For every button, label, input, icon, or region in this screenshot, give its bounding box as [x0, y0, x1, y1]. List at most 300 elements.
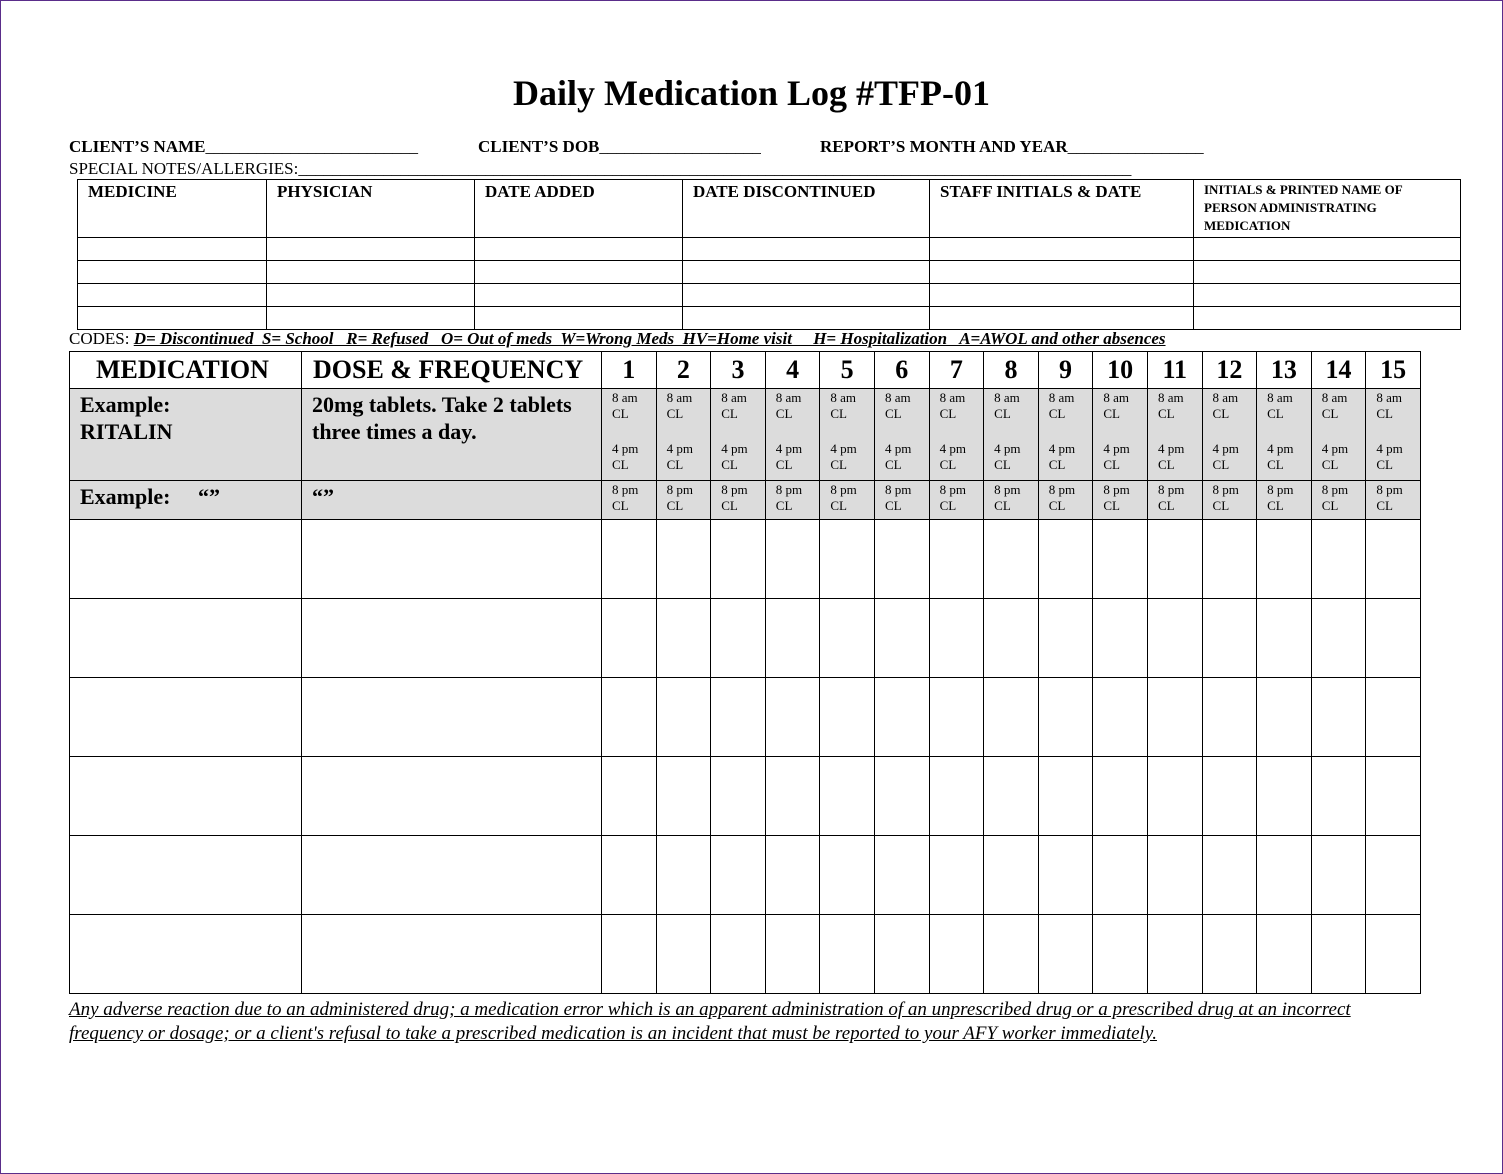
day-header-4: 4	[765, 352, 820, 389]
report-month-year-label: REPORT’S MONTH AND YEAR	[820, 137, 1068, 156]
day-header-14: 14	[1311, 352, 1366, 389]
slot-initials: CL	[1267, 457, 1284, 472]
example2-day-14	[1311, 481, 1366, 520]
dose-slot	[766, 389, 820, 473]
cell[interactable]	[267, 307, 475, 330]
slot-initials: CL	[884, 498, 902, 513]
day-cell-2[interactable]	[656, 520, 711, 599]
medication-entry-row	[70, 678, 1421, 757]
slot-initials: CL	[775, 457, 793, 472]
slot-initials: CL	[666, 457, 684, 472]
example-row-ritalin	[70, 389, 1421, 481]
slot-initials: CL	[1321, 457, 1339, 472]
day-cell-10[interactable]	[1093, 599, 1148, 678]
slot-time: 8 pm	[939, 482, 966, 497]
day-cell-13[interactable]	[1257, 757, 1312, 836]
dose-slot	[766, 481, 820, 514]
example1-label: Example:	[80, 392, 171, 417]
day-header-11: 11	[1147, 352, 1202, 389]
dose-slot	[820, 389, 874, 473]
slot-time: 8 pm	[1048, 482, 1076, 497]
medication-list-row	[78, 307, 1461, 330]
cell[interactable]	[475, 261, 683, 284]
day-cell-8[interactable]	[984, 836, 1039, 915]
day-header-9: 9	[1038, 352, 1093, 389]
slot-time: 8 am	[1212, 390, 1239, 405]
slot-initials: CL	[1212, 457, 1230, 472]
day-cell-6[interactable]	[874, 836, 929, 915]
example1-day-6	[874, 389, 929, 481]
slot-time: 4 pm	[1157, 441, 1185, 456]
day-cell-6[interactable]	[874, 599, 929, 678]
cell[interactable]	[930, 261, 1194, 284]
client-dob-line[interactable]: ___________________	[599, 137, 761, 156]
day-cell-4[interactable]	[765, 836, 820, 915]
medication-cell[interactable]	[70, 599, 302, 678]
day-cell-7[interactable]	[929, 520, 984, 599]
slot-initials: CL	[939, 457, 957, 472]
slot-time: 8 pm	[612, 482, 639, 497]
cell[interactable]	[1194, 307, 1461, 330]
dose-slot	[1039, 389, 1093, 473]
dose-slot	[1257, 389, 1311, 473]
slot-time: 8 am	[1321, 390, 1348, 405]
dose-cell[interactable]	[302, 915, 602, 994]
day-cell-4[interactable]	[765, 520, 820, 599]
dose-slot	[1203, 481, 1257, 514]
slot-time: 8 am	[612, 390, 638, 405]
slot-time: 4 pm	[1103, 441, 1130, 456]
slot-time: 8 am	[721, 390, 747, 405]
slot-time: 8 pm	[884, 482, 912, 497]
slot-initials: CL	[612, 498, 629, 513]
day-cell-15[interactable]	[1366, 757, 1421, 836]
day-cell-2[interactable]	[656, 836, 711, 915]
slot-time: 4 pm	[666, 441, 693, 456]
dose-cell[interactable]	[302, 678, 602, 757]
day-header-2: 2	[656, 352, 711, 389]
example2-day-10	[1093, 481, 1148, 520]
slot-initials: CL	[1157, 406, 1175, 421]
example2-day-15	[1366, 481, 1421, 520]
codes-text: D= Discontinued S= School R= Refused O= Out of meds W=Wrong Meds HV=Home visit H= Hospitalization A=AWOL and other absences	[133, 329, 1166, 348]
day-cell-10[interactable]	[1093, 836, 1148, 915]
dose-slot	[1312, 389, 1366, 473]
example1-day-15	[1366, 389, 1421, 481]
day-cell-3[interactable]	[711, 599, 766, 678]
client-name-field	[69, 137, 418, 157]
medication-list-row	[78, 261, 1461, 284]
cell[interactable]	[267, 238, 475, 261]
codes-legend	[69, 329, 1166, 349]
day-cell-4[interactable]	[765, 915, 820, 994]
slot-time: 8 am	[830, 390, 857, 405]
slot-initials: CL	[1321, 498, 1339, 513]
day-cell-14[interactable]	[1311, 915, 1366, 994]
slot-initials: CL	[775, 498, 793, 513]
cell[interactable]	[475, 307, 683, 330]
day-cell-14[interactable]	[1311, 520, 1366, 599]
slot-initials: CL	[939, 498, 957, 513]
day-cell-5[interactable]	[820, 915, 875, 994]
day-cell-1[interactable]	[602, 915, 657, 994]
slot-time: 8 am	[1103, 390, 1129, 405]
slot-time: 8 pm	[1376, 482, 1403, 497]
slot-initials: CL	[1267, 498, 1284, 513]
slot-time: 8 am	[1376, 390, 1402, 405]
medication-cell[interactable]	[70, 678, 302, 757]
slot-time: 8 am	[1267, 390, 1293, 405]
slot-initials: CL	[884, 457, 902, 472]
example2-day-13	[1257, 481, 1312, 520]
day-cell-13[interactable]	[1257, 836, 1312, 915]
example1-dose: 20mg tablets. Take 2 tablets three times a day.	[302, 389, 602, 481]
dose-slot	[711, 481, 765, 514]
day-cell-14[interactable]	[1311, 599, 1366, 678]
day-cell-6[interactable]	[874, 915, 929, 994]
example2-day-12	[1202, 481, 1257, 520]
dose-slot	[602, 389, 656, 473]
cell[interactable]	[78, 284, 267, 307]
day-cell-2[interactable]	[656, 757, 711, 836]
day-cell-6[interactable]	[874, 757, 929, 836]
cell[interactable]	[683, 238, 930, 261]
day-cell-1[interactable]	[602, 678, 657, 757]
slot-time: 8 pm	[830, 482, 857, 497]
dose-slot	[820, 481, 874, 514]
day-cell-7[interactable]	[929, 678, 984, 757]
dose-slot	[1093, 389, 1147, 473]
slot-initials: CL	[721, 406, 738, 421]
slot-initials: CL	[775, 406, 793, 421]
slot-initials: CL	[721, 498, 738, 513]
example1-day-4	[765, 389, 820, 481]
day-cell-6[interactable]	[874, 678, 929, 757]
slot-initials: CL	[612, 457, 629, 472]
cell[interactable]	[475, 284, 683, 307]
day-header-7: 7	[929, 352, 984, 389]
slot-initials: CL	[830, 498, 847, 513]
day-cell-8[interactable]	[984, 520, 1039, 599]
example1-day-13	[1257, 389, 1312, 481]
slot-time: 8 am	[939, 390, 966, 405]
day-cell-9[interactable]	[1038, 915, 1093, 994]
daily-log-table	[69, 351, 1421, 994]
example2-day-8	[984, 481, 1039, 520]
day-cell-8[interactable]	[984, 757, 1039, 836]
slot-time: 8 am	[1048, 390, 1075, 405]
medication-list-row	[78, 284, 1461, 307]
header-date-discontinued: DATE DISCONTINUED	[683, 180, 930, 238]
slot-time: 8 pm	[994, 482, 1021, 497]
medication-cell[interactable]	[70, 757, 302, 836]
day-cell-4[interactable]	[765, 599, 820, 678]
cell[interactable]	[683, 261, 930, 284]
day-cell-8[interactable]	[984, 599, 1039, 678]
example1-day-2	[656, 389, 711, 481]
day-cell-12[interactable]	[1202, 520, 1257, 599]
example2-day-2	[656, 481, 711, 520]
day-cell-9[interactable]	[1038, 836, 1093, 915]
day-header-1: 1	[602, 352, 657, 389]
slot-time: 8 pm	[1321, 482, 1349, 497]
medication-list-row	[78, 238, 1461, 261]
slot-time: 4 pm	[612, 441, 639, 456]
day-cell-12[interactable]	[1202, 915, 1257, 994]
medication-list-table	[77, 179, 1461, 330]
day-cell-3[interactable]	[711, 915, 766, 994]
cell[interactable]	[1194, 238, 1461, 261]
cell[interactable]	[267, 261, 475, 284]
day-cell-5[interactable]	[820, 678, 875, 757]
report-month-year-line[interactable]: ________________	[1067, 137, 1204, 156]
example2-day-1	[602, 481, 657, 520]
day-cell-7[interactable]	[929, 757, 984, 836]
slot-initials: CL	[884, 406, 902, 421]
dose-slot	[1148, 389, 1202, 473]
day-cell-11[interactable]	[1147, 836, 1202, 915]
slot-time: 8 pm	[721, 482, 748, 497]
medication-cell[interactable]	[70, 836, 302, 915]
day-header-15: 15	[1366, 352, 1421, 389]
cell[interactable]	[683, 307, 930, 330]
example2-dose: “”	[302, 481, 602, 520]
cell[interactable]	[78, 261, 267, 284]
day-cell-15[interactable]	[1366, 678, 1421, 757]
slot-time: 8 am	[666, 390, 693, 405]
slot-initials: CL	[1376, 457, 1393, 472]
slot-time: 4 pm	[1048, 441, 1076, 456]
medication-cell[interactable]	[70, 915, 302, 994]
day-cell-9[interactable]	[1038, 520, 1093, 599]
cell[interactable]	[78, 307, 267, 330]
example1-day-5	[820, 389, 875, 481]
day-cell-7[interactable]	[929, 599, 984, 678]
day-cell-1[interactable]	[602, 599, 657, 678]
dose-cell[interactable]	[302, 757, 602, 836]
day-header-6: 6	[874, 352, 929, 389]
slot-time: 8 pm	[1212, 482, 1239, 497]
example1-day-3	[711, 389, 766, 481]
day-cell-5[interactable]	[820, 757, 875, 836]
slot-initials: CL	[1103, 457, 1120, 472]
dose-slot	[711, 389, 765, 473]
slot-time: 8 pm	[1267, 482, 1294, 497]
example2-day-5	[820, 481, 875, 520]
day-cell-15[interactable]	[1366, 836, 1421, 915]
day-header-13: 13	[1257, 352, 1312, 389]
day-cell-12[interactable]	[1202, 599, 1257, 678]
slot-initials: CL	[1157, 498, 1175, 513]
example1-day-9	[1038, 389, 1093, 481]
day-cell-3[interactable]	[711, 757, 766, 836]
dose-slot	[1312, 481, 1366, 514]
day-cell-13[interactable]	[1257, 599, 1312, 678]
slot-initials: CL	[1376, 406, 1393, 421]
slot-time: 4 pm	[939, 441, 966, 456]
header-date-added: DATE ADDED	[475, 180, 683, 238]
day-cell-11[interactable]	[1147, 599, 1202, 678]
slot-time: 8 pm	[775, 482, 803, 497]
slot-initials: CL	[1321, 406, 1339, 421]
day-cell-11[interactable]	[1147, 915, 1202, 994]
day-cell-15[interactable]	[1366, 915, 1421, 994]
medication-entry-row	[70, 599, 1421, 678]
cell[interactable]	[930, 238, 1194, 261]
day-cell-9[interactable]	[1038, 757, 1093, 836]
slot-time: 4 pm	[1321, 441, 1349, 456]
slot-initials: CL	[994, 498, 1011, 513]
slot-initials: CL	[939, 406, 957, 421]
slot-time: 8 am	[994, 390, 1020, 405]
day-cell-3[interactable]	[711, 836, 766, 915]
day-cell-4[interactable]	[765, 757, 820, 836]
day-cell-13[interactable]	[1257, 678, 1312, 757]
day-cell-7[interactable]	[929, 915, 984, 994]
header-physician: PHYSICIAN	[267, 180, 475, 238]
slot-initials: CL	[1103, 498, 1120, 513]
day-cell-14[interactable]	[1311, 678, 1366, 757]
day-cell-5[interactable]	[820, 520, 875, 599]
slot-initials: CL	[1103, 406, 1120, 421]
cell[interactable]	[78, 238, 267, 261]
dose-cell[interactable]	[302, 836, 602, 915]
dose-frequency-header: DOSE & FREQUENCY	[302, 352, 602, 389]
slot-time: 4 pm	[721, 441, 748, 456]
day-cell-12[interactable]	[1202, 836, 1257, 915]
dose-slot	[875, 389, 929, 473]
medication-entry-row	[70, 520, 1421, 599]
slot-initials: CL	[994, 457, 1011, 472]
medication-cell[interactable]	[70, 520, 302, 599]
special-notes-line[interactable]: __________________________________________________________________________________________________	[298, 159, 1132, 178]
day-cell-3[interactable]	[711, 678, 766, 757]
example1-drug-name: RITALIN	[80, 419, 173, 444]
example1-day-12	[1202, 389, 1257, 481]
day-cell-14[interactable]	[1311, 757, 1366, 836]
day-cell-11[interactable]	[1147, 520, 1202, 599]
day-cell-12[interactable]	[1202, 757, 1257, 836]
dose-slot	[984, 389, 1038, 473]
example2-medication: Example: “”	[70, 481, 302, 520]
day-cell-3[interactable]	[711, 520, 766, 599]
slot-time: 8 pm	[1103, 482, 1130, 497]
day-cell-5[interactable]	[820, 599, 875, 678]
dose-cell[interactable]	[302, 599, 602, 678]
dose-slot	[1203, 389, 1257, 473]
day-cell-14[interactable]	[1311, 836, 1366, 915]
day-cell-2[interactable]	[656, 915, 711, 994]
slot-initials: CL	[830, 457, 847, 472]
day-cell-2[interactable]	[656, 678, 711, 757]
slot-time: 4 pm	[884, 441, 912, 456]
dose-slot	[1039, 481, 1093, 514]
day-cell-8[interactable]	[984, 678, 1039, 757]
example2-day-7	[929, 481, 984, 520]
day-cell-1[interactable]	[602, 757, 657, 836]
day-cell-7[interactable]	[929, 836, 984, 915]
example2-day-6	[874, 481, 929, 520]
example2-day-3	[711, 481, 766, 520]
day-cell-10[interactable]	[1093, 520, 1148, 599]
day-cell-6[interactable]	[874, 520, 929, 599]
day-cell-11[interactable]	[1147, 757, 1202, 836]
day-cell-10[interactable]	[1093, 757, 1148, 836]
example1-day-14	[1311, 389, 1366, 481]
cell[interactable]	[1194, 284, 1461, 307]
day-cell-12[interactable]	[1202, 678, 1257, 757]
day-cell-10[interactable]	[1093, 915, 1148, 994]
example1-day-8	[984, 389, 1039, 481]
slot-initials: CL	[1212, 406, 1230, 421]
day-cell-8[interactable]	[984, 915, 1039, 994]
dose-slot	[602, 481, 656, 514]
cell[interactable]	[475, 238, 683, 261]
slot-initials: CL	[1048, 457, 1066, 472]
dose-slot	[930, 481, 984, 514]
day-cell-2[interactable]	[656, 599, 711, 678]
special-notes-label: SPECIAL NOTES/ALLERGIES:	[69, 159, 299, 178]
example-row-ditto	[70, 481, 1421, 520]
dose-slot	[1093, 481, 1147, 514]
slot-initials: CL	[994, 406, 1011, 421]
dose-slot	[875, 481, 929, 514]
day-cell-4[interactable]	[765, 678, 820, 757]
daily-log-header-row	[70, 352, 1421, 389]
day-cell-5[interactable]	[820, 836, 875, 915]
cell[interactable]	[930, 284, 1194, 307]
adverse-reaction-note: Any adverse reaction due to an administered drug; a medication error which is an apparent administration of an unprescribed drug or a prescribed drug at an incorrect frequency or dosage; or a client's refusal to take a prescribed medication is an incident that must be reported to your AFY worker immediately.	[69, 999, 1351, 1044]
day-cell-13[interactable]	[1257, 915, 1312, 994]
cell[interactable]	[267, 284, 475, 307]
header-administering-person: INITIALS & PRINTED NAME OF PERSON ADMINISTRATING MEDICATION	[1194, 180, 1461, 238]
slot-time: 8 pm	[1157, 482, 1185, 497]
day-cell-1[interactable]	[602, 520, 657, 599]
medication-entry-row	[70, 836, 1421, 915]
day-header-10: 10	[1093, 352, 1148, 389]
example2-day-9	[1038, 481, 1093, 520]
dose-cell[interactable]	[302, 520, 602, 599]
slot-initials: CL	[830, 406, 847, 421]
example1-day-1	[602, 389, 657, 481]
slot-time: 4 pm	[1267, 441, 1294, 456]
day-header-12: 12	[1202, 352, 1257, 389]
dose-slot	[1148, 481, 1202, 514]
dose-slot	[930, 389, 984, 473]
day-cell-10[interactable]	[1093, 678, 1148, 757]
example1-day-11	[1147, 389, 1202, 481]
slot-initials: CL	[666, 498, 684, 513]
slot-initials: CL	[721, 457, 738, 472]
codes-label: CODES:	[69, 329, 130, 348]
day-cell-15[interactable]	[1366, 599, 1421, 678]
cell[interactable]	[683, 284, 930, 307]
day-cell-9[interactable]	[1038, 678, 1093, 757]
day-cell-13[interactable]	[1257, 520, 1312, 599]
day-cell-15[interactable]	[1366, 520, 1421, 599]
client-name-line[interactable]: _________________________	[205, 137, 418, 156]
medication-list-header-row	[78, 180, 1461, 238]
cell[interactable]	[930, 307, 1194, 330]
day-cell-1[interactable]	[602, 836, 657, 915]
report-month-year-field	[820, 137, 1204, 157]
cell[interactable]	[1194, 261, 1461, 284]
slot-initials: CL	[1157, 457, 1175, 472]
day-cell-9[interactable]	[1038, 599, 1093, 678]
day-cell-11[interactable]	[1147, 678, 1202, 757]
page-title: Daily Medication Log #TFP-01	[513, 73, 990, 113]
slot-initials: CL	[612, 406, 629, 421]
